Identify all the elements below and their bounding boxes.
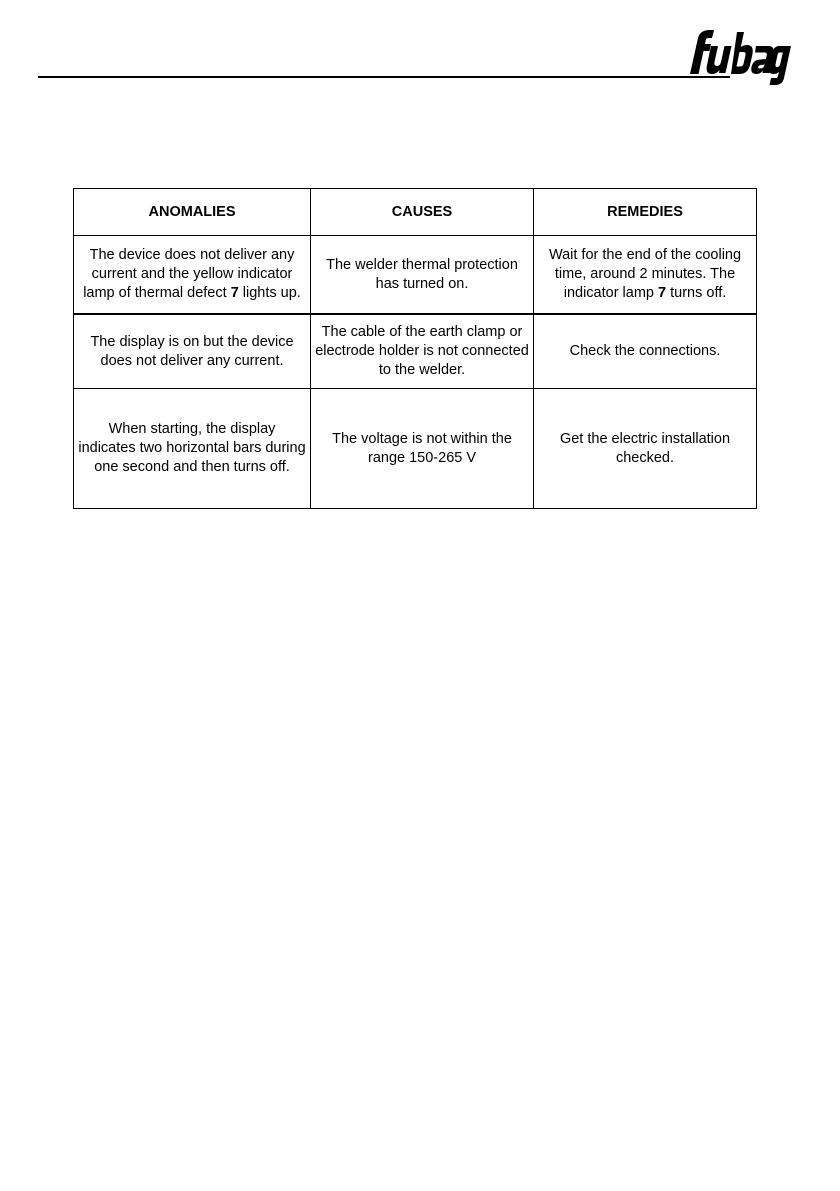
- anomaly-cell: [74, 236, 311, 315]
- remedy-cell: [534, 236, 757, 315]
- header-remedies: REMEDIES: [534, 189, 757, 236]
- cause-cell: The voltage is not within the range 150-265 V: [311, 389, 534, 509]
- remedy-cell: Check the connections.: [534, 314, 757, 389]
- fubag-logo-icon: [680, 24, 800, 86]
- anomaly-cell: The display is on but the device does not deliver any current.: [74, 314, 311, 389]
- table-row: [74, 389, 757, 509]
- indicator-number: 7: [230, 285, 239, 301]
- header-causes: CAUSES: [311, 189, 534, 236]
- indicator-number: 7: [658, 285, 667, 301]
- header-anomalies: ANOMALIES: [74, 189, 311, 236]
- page-header: [0, 0, 840, 100]
- remedy-text-end: turns off.: [666, 285, 727, 301]
- table-row: [74, 236, 757, 315]
- anomaly-cell: When starting, the display indicates two horizontal bars during one second and then turns off.: [74, 389, 311, 509]
- table-row: [74, 314, 757, 389]
- remedy-text: Wait for the end of the cooling time, around 2 minutes. The indicator lamp: [548, 247, 742, 301]
- header-rule: [38, 76, 730, 78]
- cause-cell: The cable of the earth clamp or electrode holder is not connected to the welder.: [311, 314, 534, 389]
- anomaly-text-end: lights up.: [238, 285, 301, 301]
- remedy-cell: Get the electric installation checked.: [534, 389, 757, 509]
- anomaly-text: The device does not deliver any current and the yellow indicator lamp of thermal defect: [83, 247, 295, 301]
- cause-cell: The welder thermal protection has turned on.: [311, 236, 534, 315]
- troubleshooting-table: [73, 188, 757, 509]
- table-header-row: [74, 189, 757, 236]
